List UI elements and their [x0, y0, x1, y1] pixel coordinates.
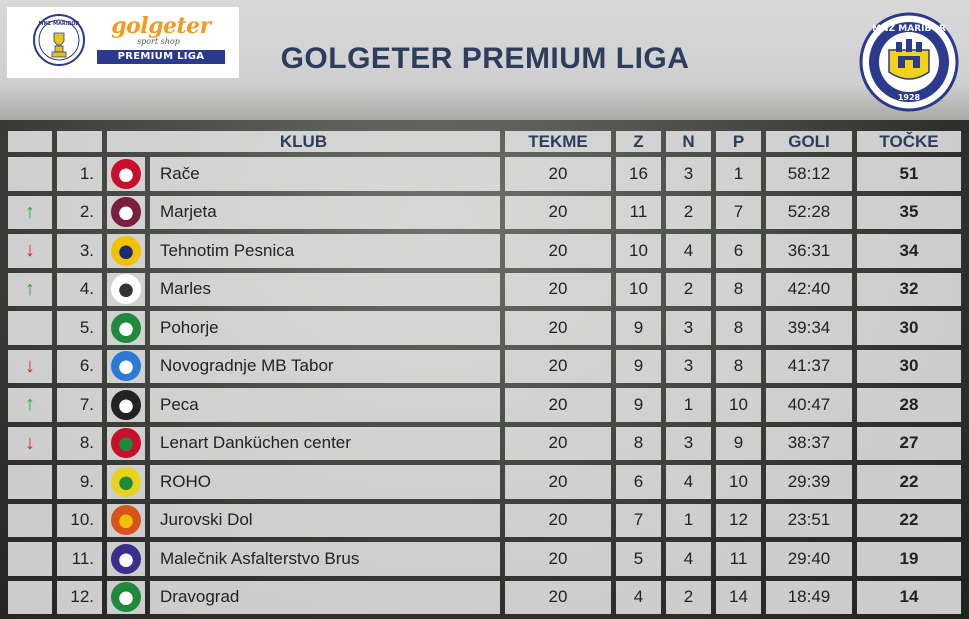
position-cell: 4. [57, 273, 102, 307]
table-row [8, 465, 961, 499]
logo-cell [107, 465, 145, 499]
points-cell: 34 [857, 234, 961, 268]
sponsor-sub: sport shop [137, 37, 180, 46]
position-cell: 1. [57, 157, 102, 191]
played-cell: 20 [505, 581, 611, 615]
club-crest-icon [111, 505, 141, 535]
played-cell: 20 [505, 157, 611, 191]
points-cell: 32 [857, 273, 961, 307]
lost-cell: 7 [716, 196, 761, 230]
won-cell: 11 [616, 196, 661, 230]
table-row [8, 273, 961, 307]
trend-cell [8, 196, 52, 230]
table-row [8, 157, 961, 191]
lost-cell: 8 [716, 350, 761, 384]
position-cell: 11. [57, 542, 102, 576]
arrow-down-icon: ↓ [25, 431, 35, 454]
club-crest-icon [111, 467, 141, 497]
logo-cell [107, 273, 145, 307]
drawn-cell: 3 [666, 157, 711, 191]
goals-cell: 29:40 [766, 542, 852, 576]
played-cell: 20 [505, 427, 611, 461]
club-name: Novogradnje MB Tabor [150, 350, 500, 384]
points-cell: 22 [857, 504, 961, 538]
points-cell: 27 [857, 427, 961, 461]
header-goals: GOLI [766, 131, 852, 152]
points-cell: 14 [857, 581, 961, 615]
drawn-cell: 2 [666, 273, 711, 307]
drawn-cell: 3 [666, 427, 711, 461]
logo-cell [107, 234, 145, 268]
trend-cell [8, 465, 52, 499]
trend-cell [8, 427, 52, 461]
points-cell: 51 [857, 157, 961, 191]
logo-cell [107, 388, 145, 422]
club-name: Jurovski Dol [150, 504, 500, 538]
table-row [8, 427, 961, 461]
lost-cell: 6 [716, 234, 761, 268]
logo-cell [107, 311, 145, 345]
points-cell: 30 [857, 350, 961, 384]
played-cell: 20 [505, 350, 611, 384]
logo-cell [107, 581, 145, 615]
lost-cell: 10 [716, 388, 761, 422]
club-crest-icon [111, 159, 141, 189]
drawn-cell: 4 [666, 542, 711, 576]
position-cell: 2. [57, 196, 102, 230]
club-crest-icon [111, 236, 141, 266]
logo-cell [107, 350, 145, 384]
lost-cell: 11 [716, 542, 761, 576]
club-crest-icon [111, 390, 141, 420]
lost-cell: 9 [716, 427, 761, 461]
club-name: Peca [150, 388, 500, 422]
logo-cell [107, 196, 145, 230]
logo-cell [107, 157, 145, 191]
page-title: GOLGETER PREMIUM LIGA [280, 42, 690, 75]
club-crest-icon [111, 274, 141, 304]
club-name: ROHO [150, 465, 500, 499]
arrow-up-icon: ↑ [25, 200, 35, 223]
lost-cell: 8 [716, 311, 761, 345]
won-cell: 7 [616, 504, 661, 538]
points-cell: 28 [857, 388, 961, 422]
goals-cell: 29:39 [766, 465, 852, 499]
lost-cell: 12 [716, 504, 761, 538]
table-row [8, 311, 961, 345]
drawn-cell: 3 [666, 350, 711, 384]
won-cell: 8 [616, 427, 661, 461]
goals-cell: 39:34 [766, 311, 852, 345]
svg-text:MNZ MARIBOR: MNZ MARIBOR [872, 24, 946, 34]
header-club: KLUB [107, 131, 500, 152]
table-row [8, 388, 961, 422]
drawn-cell: 4 [666, 234, 711, 268]
trend-cell [8, 388, 52, 422]
drawn-cell: 1 [666, 388, 711, 422]
position-cell: 9. [57, 465, 102, 499]
club-crest-icon [111, 544, 141, 574]
position-cell: 12. [57, 581, 102, 615]
drawn-cell: 3 [666, 311, 711, 345]
goals-cell: 40:47 [766, 388, 852, 422]
won-cell: 5 [616, 542, 661, 576]
header-trend [8, 131, 52, 152]
played-cell: 20 [505, 504, 611, 538]
trend-cell [8, 504, 52, 538]
mnz-maribor-crest [856, 12, 962, 112]
club-name: Tehnotim Pesnica [150, 234, 500, 268]
table-row [8, 504, 961, 538]
goals-cell: 18:49 [766, 581, 852, 615]
goals-cell: 23:51 [766, 504, 852, 538]
club-name: Marles [150, 273, 500, 307]
played-cell: 20 [505, 196, 611, 230]
table-row [8, 542, 961, 576]
table-row [8, 581, 961, 615]
position-cell: 3. [57, 234, 102, 268]
club-name: Malečnik Asfalterstvo Brus [150, 542, 500, 576]
drawn-cell: 4 [666, 465, 711, 499]
logo-cell [107, 542, 145, 576]
club-name: Pohorje [150, 311, 500, 345]
trend-cell [8, 542, 52, 576]
club-name: Marjeta [150, 196, 500, 230]
arrow-up-icon: ↑ [25, 277, 35, 300]
logo-cell [107, 427, 145, 461]
header-lost: P [716, 131, 761, 152]
club-crest-icon [111, 582, 141, 612]
club-name: Dravograd [150, 581, 500, 615]
goals-cell: 41:37 [766, 350, 852, 384]
played-cell: 20 [505, 234, 611, 268]
lost-cell: 1 [716, 157, 761, 191]
standings-table [3, 126, 966, 619]
sponsor-logo-panel [7, 7, 239, 78]
club-crest-icon [111, 351, 141, 381]
header-played: TEKME [505, 131, 611, 152]
points-cell: 19 [857, 542, 961, 576]
golgeter-sponsor-logo [97, 15, 225, 71]
header-drawn: N [666, 131, 711, 152]
arrow-down-icon: ↓ [25, 354, 35, 377]
table-row [8, 196, 961, 230]
club-crest-icon [111, 428, 141, 458]
drawn-cell: 2 [666, 581, 711, 615]
won-cell: 10 [616, 234, 661, 268]
drawn-cell: 2 [666, 196, 711, 230]
position-cell: 6. [57, 350, 102, 384]
header-won: Z [616, 131, 661, 152]
table-header-row [8, 131, 961, 152]
trend-cell [8, 311, 52, 345]
lost-cell: 14 [716, 581, 761, 615]
drawn-cell: 1 [666, 504, 711, 538]
trend-cell [8, 581, 52, 615]
goals-cell: 58:12 [766, 157, 852, 191]
lost-cell: 10 [716, 465, 761, 499]
trend-cell [8, 157, 52, 191]
table-row [8, 234, 961, 268]
played-cell: 20 [505, 311, 611, 345]
header-position [57, 131, 102, 152]
goals-cell: 38:37 [766, 427, 852, 461]
played-cell: 20 [505, 273, 611, 307]
goals-cell: 36:31 [766, 234, 852, 268]
played-cell: 20 [505, 542, 611, 576]
logo-cell [107, 504, 145, 538]
header-points: TOČKE [857, 131, 961, 152]
points-cell: 30 [857, 311, 961, 345]
goals-cell: 42:40 [766, 273, 852, 307]
position-cell: 10. [57, 504, 102, 538]
points-cell: 35 [857, 196, 961, 230]
svg-text:MNZ MARIBOR: MNZ MARIBOR [38, 21, 80, 27]
arrow-up-icon: ↑ [25, 393, 35, 416]
won-cell: 9 [616, 350, 661, 384]
trend-cell [8, 350, 52, 384]
trend-cell [8, 234, 52, 268]
mnz-maribor-small-logo [31, 13, 87, 71]
trend-cell [8, 273, 52, 307]
position-cell: 8. [57, 427, 102, 461]
won-cell: 16 [616, 157, 661, 191]
goals-cell: 52:28 [766, 196, 852, 230]
club-crest-icon [111, 197, 141, 227]
club-name: Rače [150, 157, 500, 191]
lost-cell: 8 [716, 273, 761, 307]
won-cell: 10 [616, 273, 661, 307]
position-cell: 5. [57, 311, 102, 345]
sponsor-brand: golgeter [111, 13, 211, 39]
played-cell: 20 [505, 388, 611, 422]
table-row [8, 350, 961, 384]
club-crest-icon [111, 313, 141, 343]
points-cell: 22 [857, 465, 961, 499]
club-name: Lenart Danküchen center [150, 427, 500, 461]
sponsor-bar: PREMIUM LIGA [97, 50, 225, 64]
won-cell: 6 [616, 465, 661, 499]
played-cell: 20 [505, 465, 611, 499]
won-cell: 9 [616, 388, 661, 422]
svg-text:1928: 1928 [897, 93, 921, 102]
position-cell: 7. [57, 388, 102, 422]
arrow-down-icon: ↓ [25, 239, 35, 262]
won-cell: 9 [616, 311, 661, 345]
won-cell: 4 [616, 581, 661, 615]
